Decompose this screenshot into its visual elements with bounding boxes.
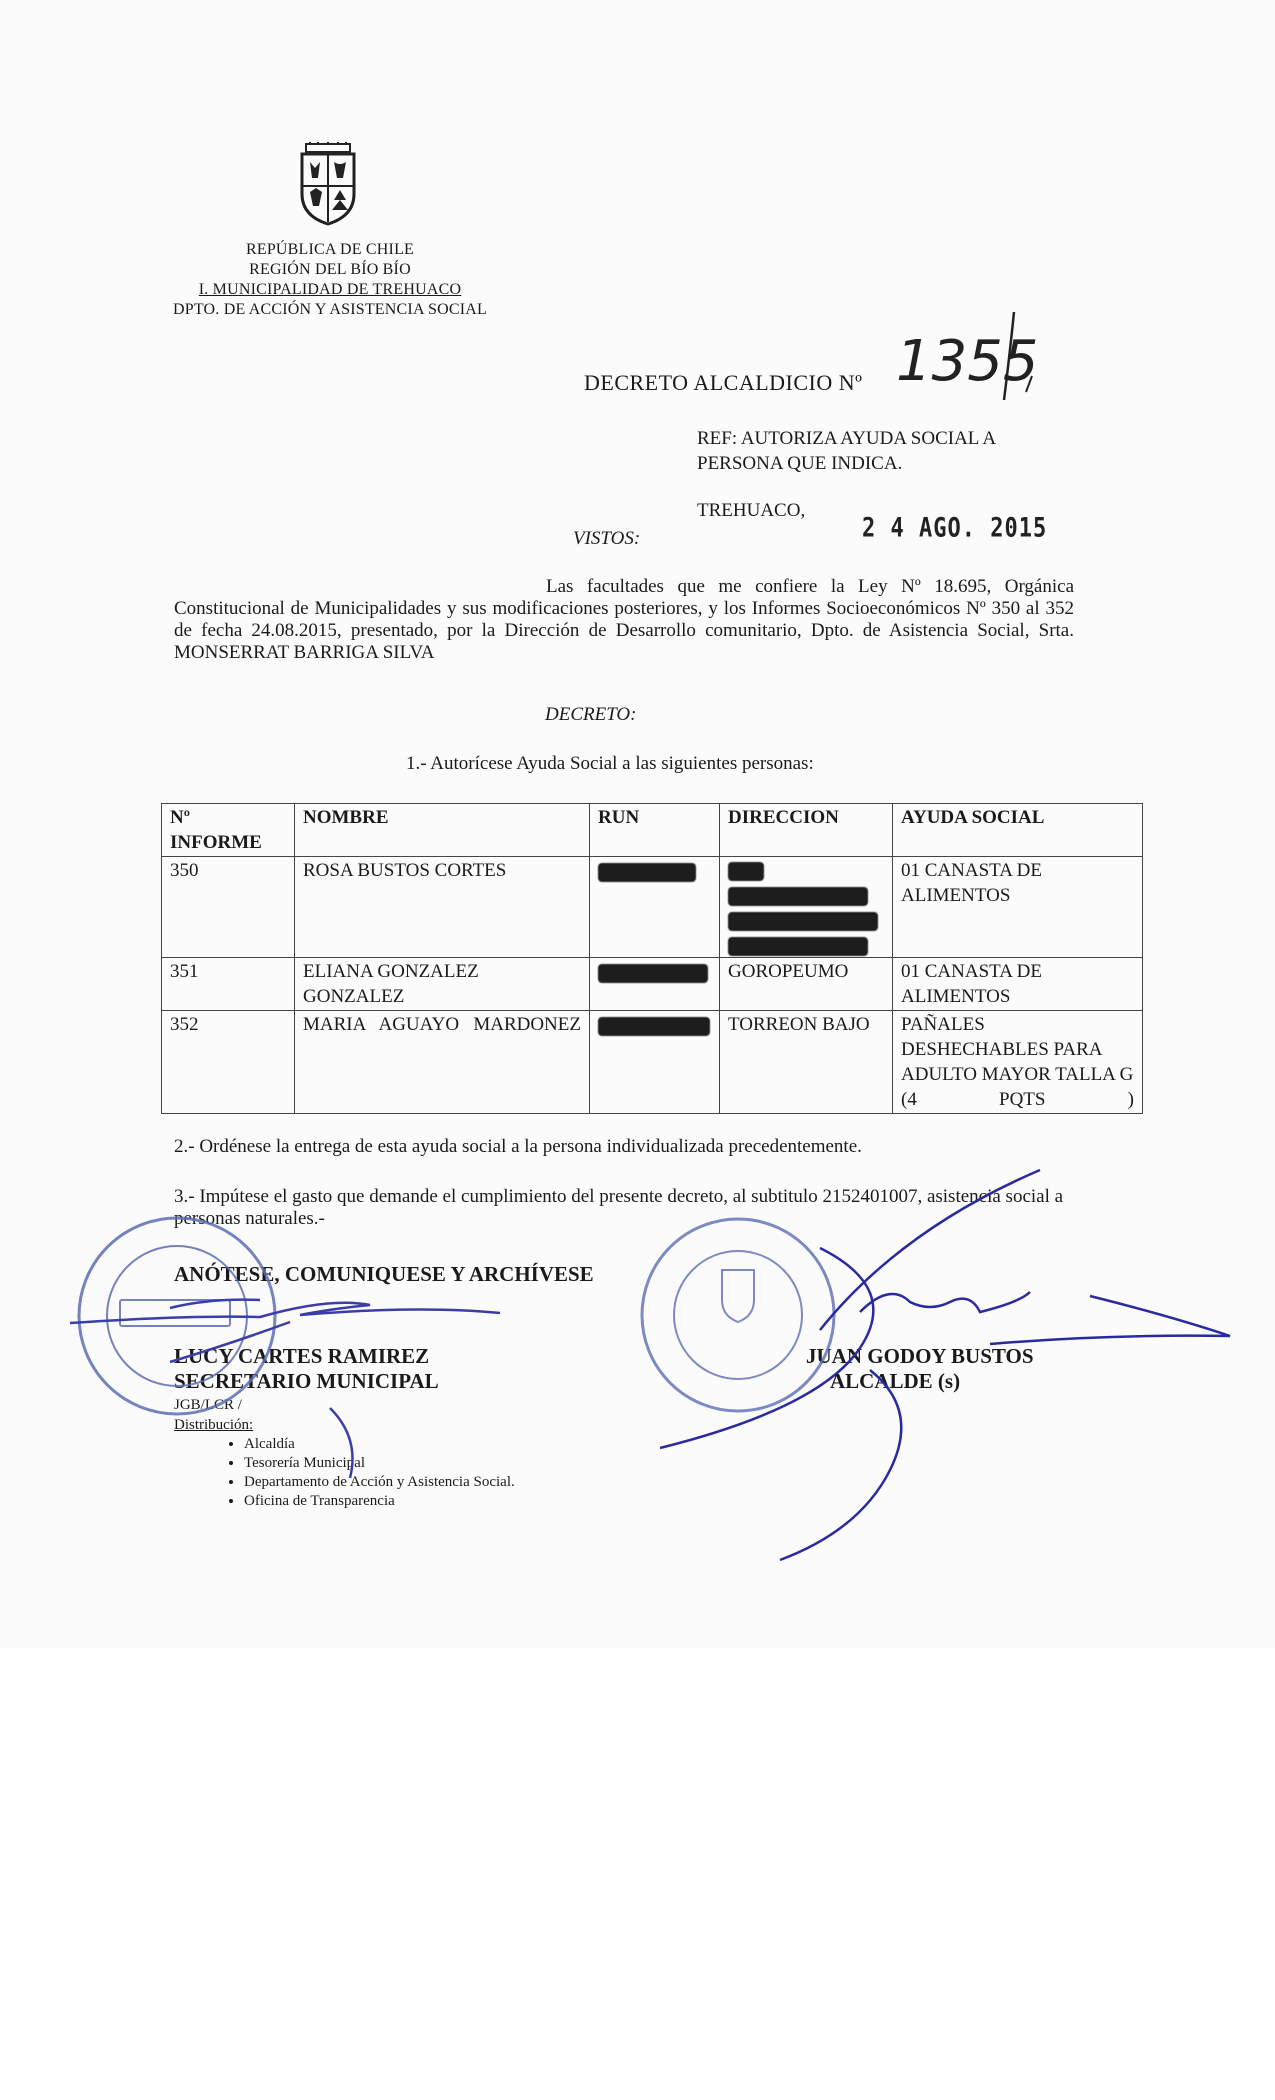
decreto-label: DECRETO:: [545, 704, 637, 725]
initials: JGB/LCR /: [174, 1397, 242, 1413]
distribution-title: Distribución:: [174, 1417, 254, 1433]
cell-nombre: ROSA BUSTOS CORTES: [295, 857, 590, 958]
list-item: • Departamento de Acción y Asistencia Social.: [244, 1473, 515, 1492]
institution-header: [170, 240, 490, 320]
redacted-address: [728, 862, 764, 881]
municipal-crest-icon: [296, 142, 360, 226]
cell-ayuda: 01 CANASTA DE ALIMENTOS: [893, 958, 1143, 1011]
item-3: 3.- Impútese el gasto que demande el cumplimiento del presente decreto, al subtitulo 2152401007, asistencia social a personas naturales.-: [174, 1186, 1064, 1229]
header-department: DPTO. DE ACCIÓN Y ASISTENCIA SOCIAL: [173, 301, 487, 318]
item-1: 1.- Autorícese Ayuda Social a las siguientes personas:: [406, 753, 814, 774]
table-row: [162, 958, 1143, 1011]
cell-direccion: [720, 857, 893, 958]
cell-direccion: GOROPEUMO: [720, 958, 893, 1011]
redacted-address: [728, 912, 878, 931]
closing-formula: ANÓTESE, COMUNIQUESE Y ARCHÍVESE: [174, 1262, 594, 1286]
cell-informe: 352: [162, 1011, 295, 1114]
table-header-row: [162, 804, 1143, 857]
aid-table: [161, 803, 1143, 1114]
cell-run: [590, 1011, 720, 1114]
signatory-right-name: JUAN GODOY BUSTOS: [806, 1344, 1034, 1368]
distribution-list: [174, 1416, 515, 1511]
cell-informe: 350: [162, 857, 295, 958]
cell-run: [590, 857, 720, 958]
signatory-right-role: ALCALDE (s): [830, 1369, 961, 1393]
redacted-run: [598, 863, 696, 882]
signatory-right: [806, 1344, 1034, 1394]
header-country: REPÚBLICA DE CHILE: [245, 241, 415, 258]
cell-nombre: ELIANA GONZALEZ GONZALEZ: [295, 958, 590, 1011]
list-item: • Oficina de Transparencia: [244, 1492, 515, 1511]
col-header-run: RUN: [590, 804, 720, 857]
redacted-address: [728, 887, 868, 906]
header-municipality: I. MUNICIPALIDAD DE TREHUACO: [198, 281, 462, 298]
item-2: 2.- Ordénese la entrega de esta ayuda social a la persona individualizada precedentemente.: [174, 1136, 862, 1157]
header-region: REGIÓN DEL BÍO BÍO: [249, 261, 411, 278]
col-header-informe: Nº INFORME: [162, 804, 295, 857]
col-header-direccion: DIRECCION: [720, 804, 893, 857]
redacted-run: [598, 964, 708, 983]
table-row: [162, 857, 1143, 958]
cell-ayuda: 01 CANASTA DE ALIMENTOS: [893, 857, 1143, 958]
blank-area: [0, 1648, 1275, 2100]
cell-run: [590, 958, 720, 1011]
signatory-left-role: SECRETARIO MUNICIPAL: [174, 1369, 439, 1393]
date-stamp: 2 4 AGO. 2015: [862, 513, 1048, 544]
reference-text: REF: AUTORIZA AYUDA SOCIAL A PERSONA QUE INDICA.: [697, 428, 996, 474]
decree-title: DECRETO ALCALDICIO Nº: [584, 370, 863, 395]
list-item: • Alcaldía: [244, 1435, 515, 1454]
cell-nombre: MARIA AGUAYO MARDONEZ: [295, 1011, 590, 1114]
place-label: TREHUACO,: [697, 500, 806, 521]
vistos-paragraph: Las facultades que me confiere la Ley Nº 18.695, Orgánica Constitucional de Municipalidades y sus modificaciones posteriores, y los Informes Socioeconómicos Nº 350 al 352 de fecha 24.08.2015, presentado, por la Dirección de Desarrollo comunitario, Dpto. de Asistencia Social, Srta. MONSERRAT BARRIGA SILVA: [174, 576, 1074, 663]
vistos-label: VISTOS:: [573, 528, 641, 549]
cell-direccion: TORREON BAJO: [720, 1011, 893, 1114]
cell-ayuda: PAÑALES DESHECHABLES PARA ADULTO MAYOR TALLA G (4 PQTS ): [893, 1011, 1143, 1114]
decree-number-text: 1355: [896, 329, 1039, 394]
col-header-ayuda: AYUDA SOCIAL: [893, 804, 1143, 857]
list-item: • Tesorería Municipal: [244, 1454, 515, 1473]
redacted-run: [598, 1017, 710, 1036]
signatory-left-name: LUCY CARTES RAMIREZ: [174, 1344, 430, 1368]
redacted-address: [728, 937, 868, 956]
col-header-nombre: NOMBRE: [295, 804, 590, 857]
cell-informe: 351: [162, 958, 295, 1011]
signatory-left: [174, 1344, 439, 1394]
handwritten-decree-number: [896, 308, 1046, 408]
table-row: [162, 1011, 1143, 1114]
